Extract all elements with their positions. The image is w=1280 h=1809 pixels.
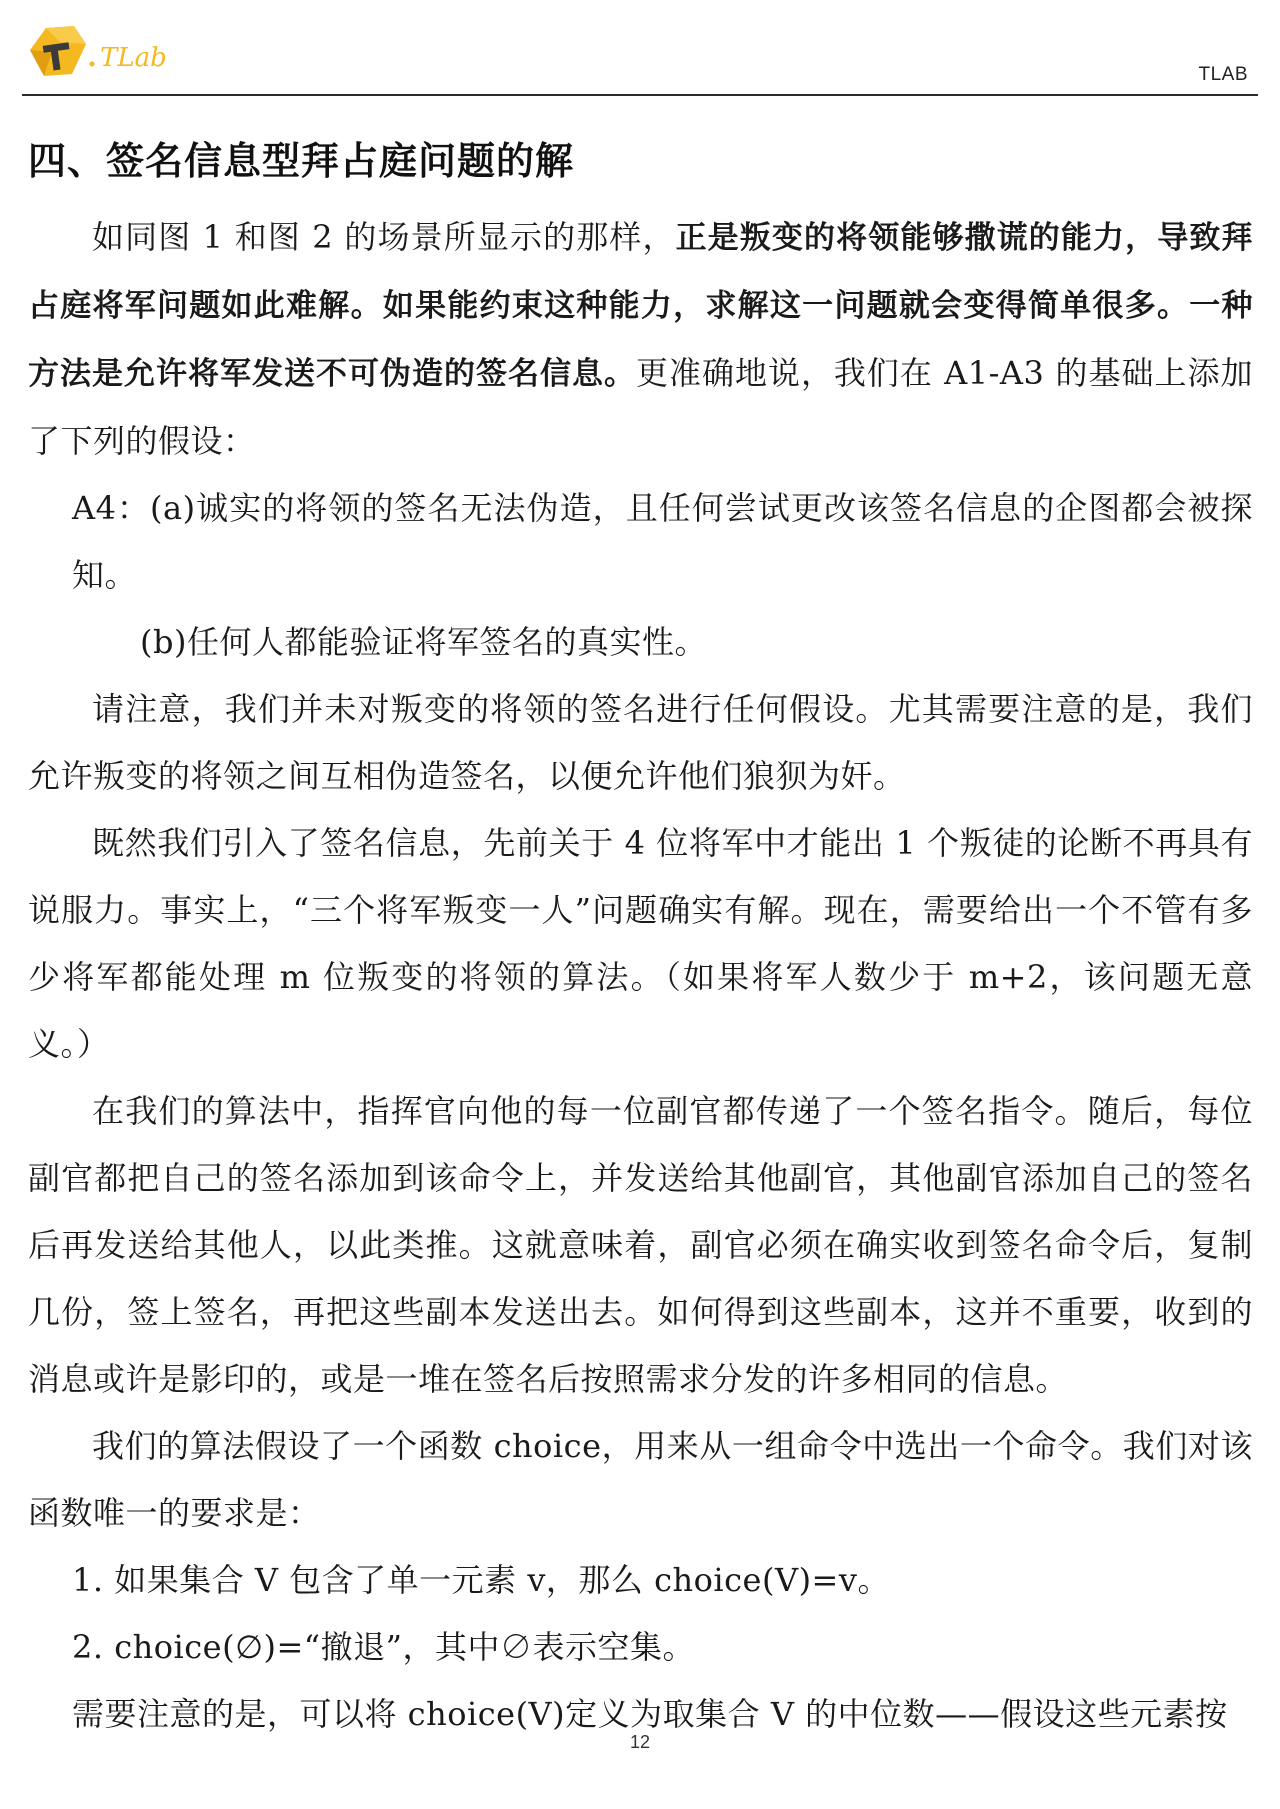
paragraph-intro-emphasis: 正是叛变的将领能够撒谎的能力，导致拜占庭将军问题如此难解。如果能约束这种能力，求解这一问题就会变得简单很多。一种方法是允许将军发送不可伪造的签名信息。 <box>28 220 1253 392</box>
paragraph-algorithm: 在我们的算法中，指挥官向他的每一位副官都传递了一个签名指令。随后，每位副官都把自己的签名添加到该命令上，并发送给其他副官，其他副官添加自己的签名后再发送给其他人，以此类推。这就意味着，副官必须在确实收到签名命令后，复制几份，签上签名，再把这些副本发送出去。如何得到这些副本，这并不重要，收到的消息或许是影印的，或是一堆在签名后按照需求分发的许多相同的信息。 <box>28 1092 1253 1398</box>
paragraph-intro-lead: 如同图 1 和图 2 的场景所显示的那样， <box>92 218 676 256</box>
header-label: TLAB <box>1198 64 1248 85</box>
tlab-logo <box>26 22 206 86</box>
paragraph-intro-tail: 更准确地说，我们在 A1-A3 的基础上添加了下列的假设： <box>28 354 1253 460</box>
page-number: 12 <box>629 1732 651 1752</box>
paragraph-median: 需要注意的是，可以将 choice(V)定义为取集合 V 的中位数——假设这些元素按 <box>72 1695 1228 1733</box>
header-divider <box>22 94 1258 96</box>
paragraph-signed-messages: 既然我们引入了签名信息，先前关于 4 位将军中才能出 1 个叛徒的论断不再具有说服力。事实上，“三个将军叛变一人”问题确实有解。现在，需要给出一个不管有多少将军都能处理 m 位叛变的将领的算法。（如果将军人数少于 m+2，该问题无意义。） <box>28 824 1253 1063</box>
list-item-1: 1. 如果集合 V 包含了单一元素 v，那么 choice(V)=v。 <box>72 1561 890 1599</box>
assumption-a4-b: (b)任何人都能验证将军签名的真实性。 <box>140 623 707 661</box>
assumption-a4-a: A4：(a)诚实的将领的签名无法伪造，且任何尝试更改该签名信息的企图都会被探知。 <box>72 489 1253 594</box>
paragraph-note: 请注意，我们并未对叛变的将领的签名进行任何假设。尤其需要注意的是，我们允许叛变的将领之间互相伪造签名，以便允许他们狼狈为奸。 <box>28 690 1253 795</box>
tlab-logo-icon <box>26 22 206 86</box>
paragraph-choice-function: 我们的算法假设了一个函数 choice，用来从一组命令中选出一个命令。我们对该函数唯一的要求是： <box>28 1427 1253 1532</box>
document-body <box>28 126 1253 1748</box>
section-title: 四、签名信息型拜占庭问题的解 <box>28 139 575 183</box>
svg-text:TLab: TLab <box>100 43 167 73</box>
paragraph-intro <box>28 204 1253 475</box>
page-header <box>22 18 1258 94</box>
list-item-2: 2. choice(∅)=“撤退”，其中∅表示空集。 <box>72 1628 695 1666</box>
